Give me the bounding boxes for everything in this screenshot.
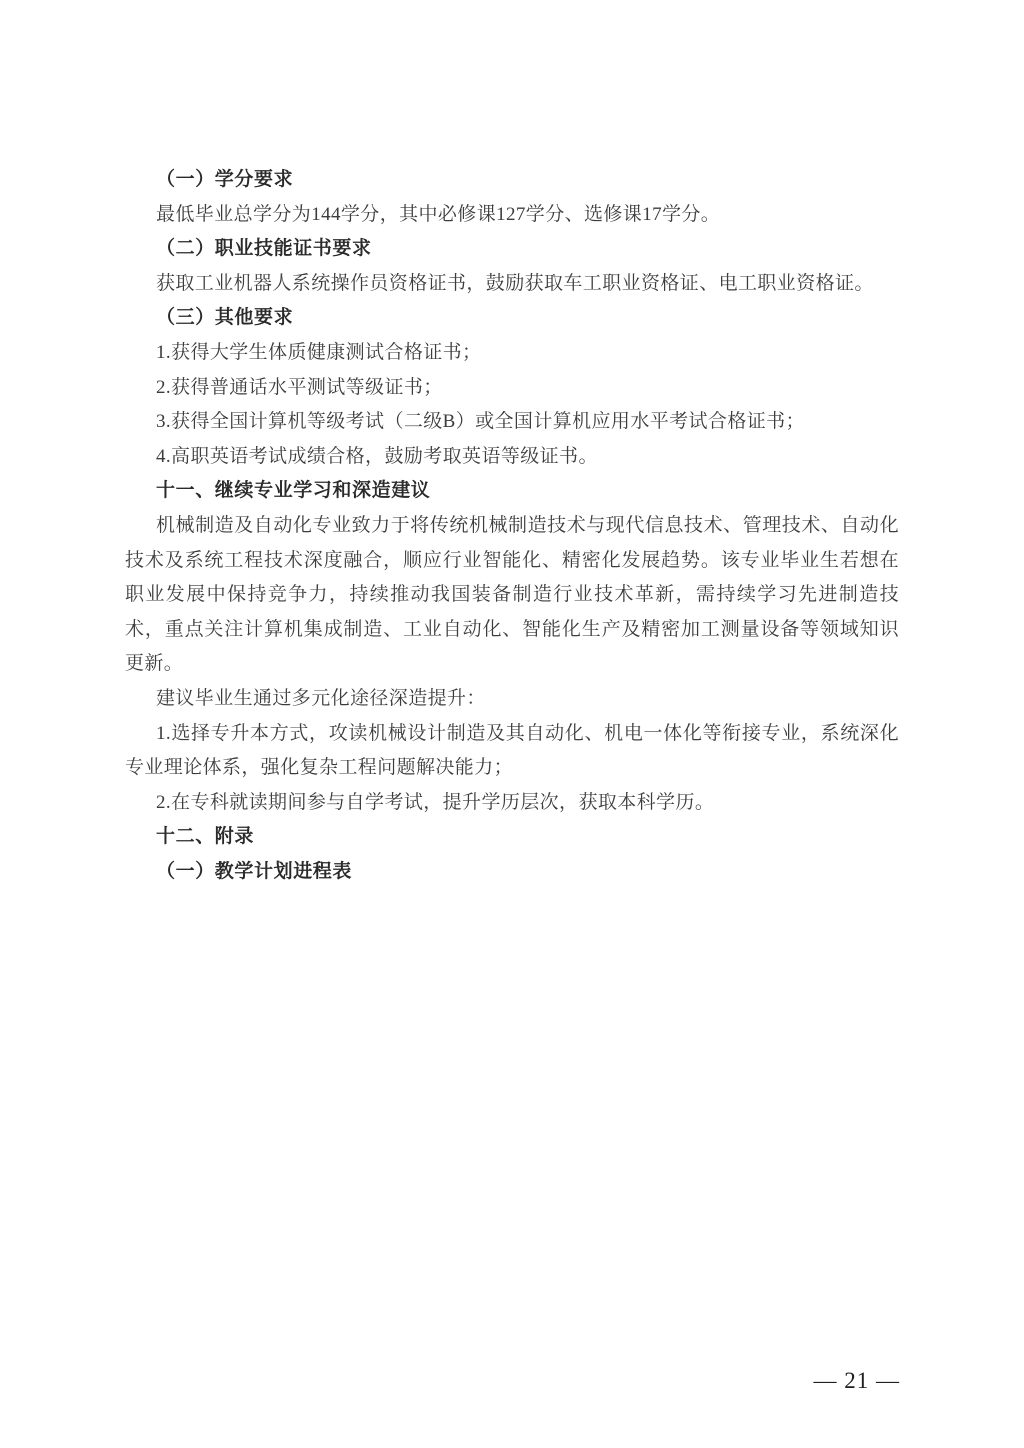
- page-number: — 21 —: [813, 1368, 900, 1393]
- heading-other-requirements: （三）其他要求: [156, 307, 294, 329]
- heading-section-12-appendix: 十二、附录: [156, 826, 255, 848]
- para-suggestion-2: 2.在专科就读期间参与自学考试，提升学历层次，获取本科学历。: [156, 791, 715, 813]
- para-other-requirement-1: 1.获得大学生体质健康测试合格证书；: [156, 341, 482, 363]
- para-certificate-details: 获取工业机器人系统操作员资格证书，鼓励获取车工职业资格证、电工职业资格证。: [156, 272, 874, 294]
- para-other-requirement-2: 2.获得普通话水平测试等级证书；: [156, 376, 443, 398]
- para-further-study-overview: 机械制造及自动化专业致力于将传统机械制造技术与现代信息技术、管理技术、自动化技术及系统工程技术深度融合，顺应行业智能化、精密化发展趋势。该专业毕业生若想在职业发展中保持竞争力，持续推动我国装备制造行业技术革新，需持续学习先进制造技术，重点关注计算机集成制造、工业自动化、智能化生产及精密加工测量设备等领域知识更新。: [125, 514, 899, 675]
- heading-vocational-certificate-requirements: （二）职业技能证书要求: [156, 238, 372, 260]
- para-suggestion-intro: 建议毕业生通过多元化途径深造提升：: [156, 687, 486, 709]
- para-other-requirement-4: 4.高职英语考试成绩合格，鼓励考取英语等级证书。: [156, 445, 598, 467]
- heading-appendix-teaching-plan-table: （一）教学计划进程表: [156, 860, 353, 882]
- heading-section-11-further-study: 十一、继续专业学习和深造建议: [156, 480, 431, 502]
- heading-credit-requirements: （一）学分要求: [156, 169, 294, 190]
- document-body: [125, 163, 899, 889]
- para-minimum-credits: 最低毕业总学分为144学分，其中必修课127学分、选修课17学分。: [156, 203, 721, 225]
- para-other-requirement-3: 3.获得全国计算机等级考试（二级B）或全国计算机应用水平考试合格证书；: [156, 411, 805, 433]
- para-suggestion-1: 1.选择专升本方式，攻读机械设计制造及其自动化、机电一体化等衔接专业，系统深化专业理论体系，强化复杂工程问题解决能力；: [125, 722, 899, 779]
